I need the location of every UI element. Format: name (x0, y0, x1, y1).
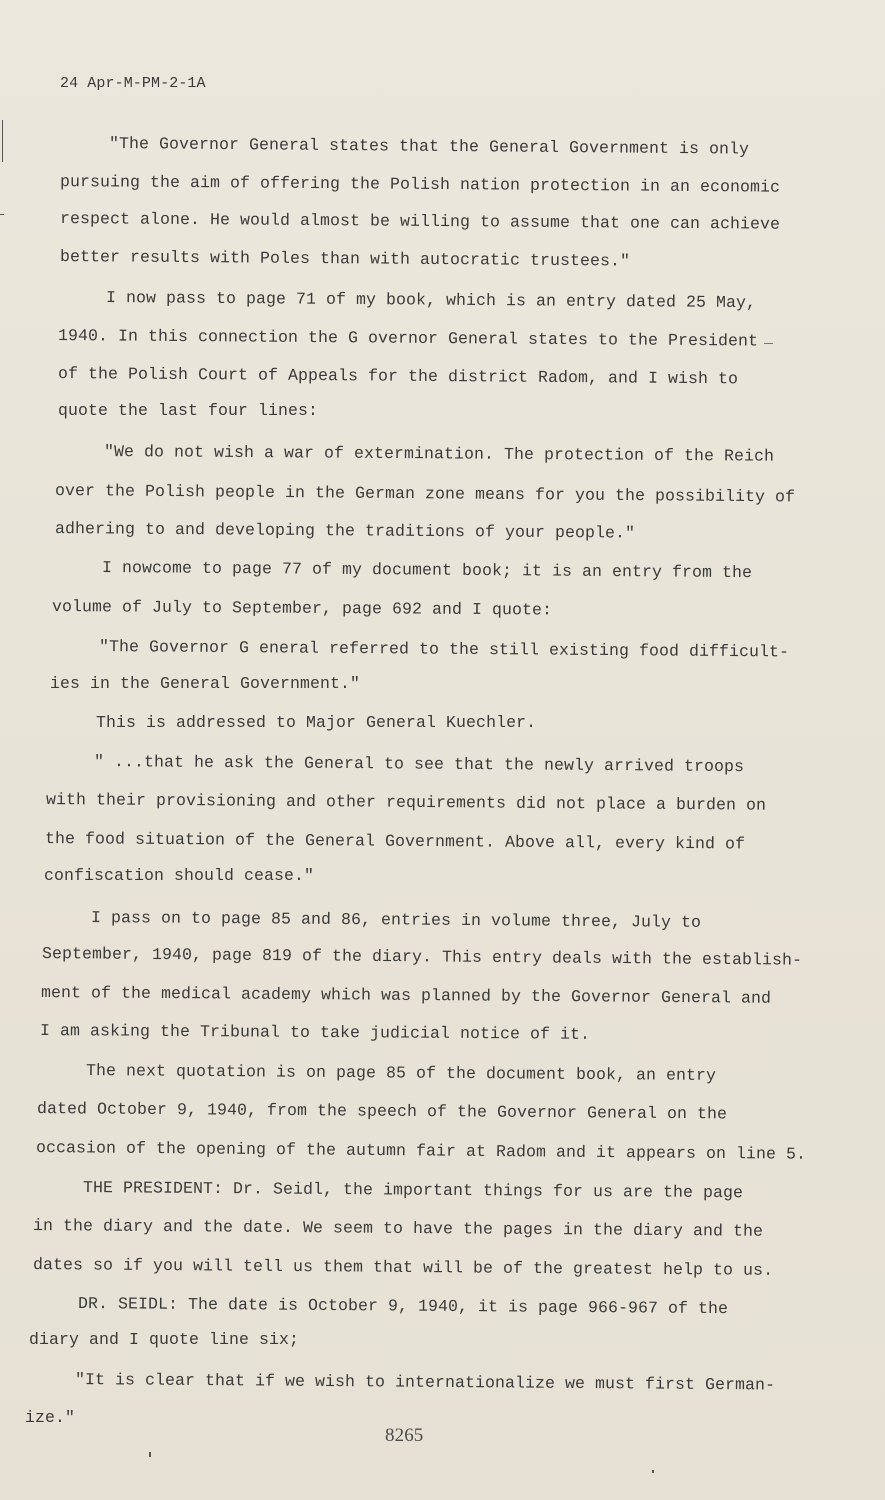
text-line-25: The next quotation is on page 85 of the document book, an entry (85, 1061, 717, 1085)
text-line-22: September, 1940, page 819 of the diary. This entry deals with the establish- (41, 944, 803, 970)
text-line-30: dates so if you will tell us them that will be of the greatest help to us. (32, 1255, 774, 1280)
text-line-33: "It is clear that if we wish to internationalize we must first German- (74, 1370, 776, 1395)
text-line-20: confiscation should cease." (44, 866, 315, 885)
text-line-13: volume of July to September, page 692 and I quote: (51, 597, 553, 620)
left-margin-dash (0, 214, 4, 215)
page-number: 8265 (385, 1425, 424, 1446)
text-line-32: diary and I quote line six; (29, 1330, 300, 1349)
text-line-24: I am asking the Tribunal to take judicial notice of it. (39, 1021, 591, 1044)
text-line-4: better results with Poles than with autocratic trustees." (59, 247, 631, 271)
bottom-speck-right (652, 1470, 654, 1473)
text-line-17: " ...that he ask the General to see that the newly arrived troops (93, 752, 745, 777)
text-line-14: "The Governor G eneral referred to the still existing food difficult- (98, 637, 790, 662)
text-line-5: I now pass to page 71 of my book, which is an entry dated 25 May, (105, 288, 757, 313)
text-line-6: 1940. In this connection the G overnor General states to the President (57, 326, 759, 351)
text-line-7: of the Polish Court of Appeals for the district Radom, and I wish to (57, 364, 739, 389)
text-line-18: with their provisioning and other requirements did not place a burden on (45, 790, 767, 815)
text-line-10: over the Polish people in the German zone means for you the possibility of (54, 481, 796, 507)
document-header: 24 Apr-M-PM-2-1A (60, 75, 206, 92)
text-line-16: This is addressed to Major General Kuechler. (96, 713, 537, 732)
text-line-34: ize." (25, 1408, 76, 1427)
text-line-19: the food situation of the General Government. Above all, every kind of (44, 829, 746, 854)
text-line-26: dated October 9, 1940, from the speech of the Governor General on the (36, 1099, 728, 1124)
text-line-23: ment of the medical academy which was planned by the Governor General and (40, 983, 772, 1008)
text-line-31: DR. SEIDL: The date is October 9, 1940, it is page 966-967 of the (77, 1294, 729, 1319)
text-line-2: pursuing the aim of offering the Polish nation protection in an economic (59, 172, 781, 197)
text-line-28: THE PRESIDENT: Dr. Seidl, the important things for us are the page (82, 1178, 744, 1203)
text-line-9: "We do not wish a war of extermination. The protection of the Reich (103, 442, 775, 466)
text-line-8: quote the last four lines: (58, 401, 319, 420)
text-line-3: respect alone. He would almost be willing to assume that one can achieve (59, 209, 781, 234)
right-margin-dash (764, 343, 773, 344)
left-margin-mark (2, 120, 3, 162)
text-line-12: I nowcome to page 77 of my document book; it is an entry from the (101, 558, 753, 583)
text-line-11: adhering to and developing the traditions of your people." (54, 519, 636, 543)
text-line-15: ies in the General Government." (50, 674, 361, 693)
text-line-27: occasion of the opening of the autumn fair at Radom and it appears on line 5. (35, 1138, 807, 1164)
text-line-29: in the diary and the date. We seem to have the pages in the diary and the (32, 1216, 764, 1241)
text-line-21: I pass on to page 85 and 86, entries in volume three, July to (90, 908, 702, 932)
bottom-speck-left (149, 1452, 151, 1457)
text-line-1: "The Governor General states that the General Government is only (108, 134, 750, 159)
